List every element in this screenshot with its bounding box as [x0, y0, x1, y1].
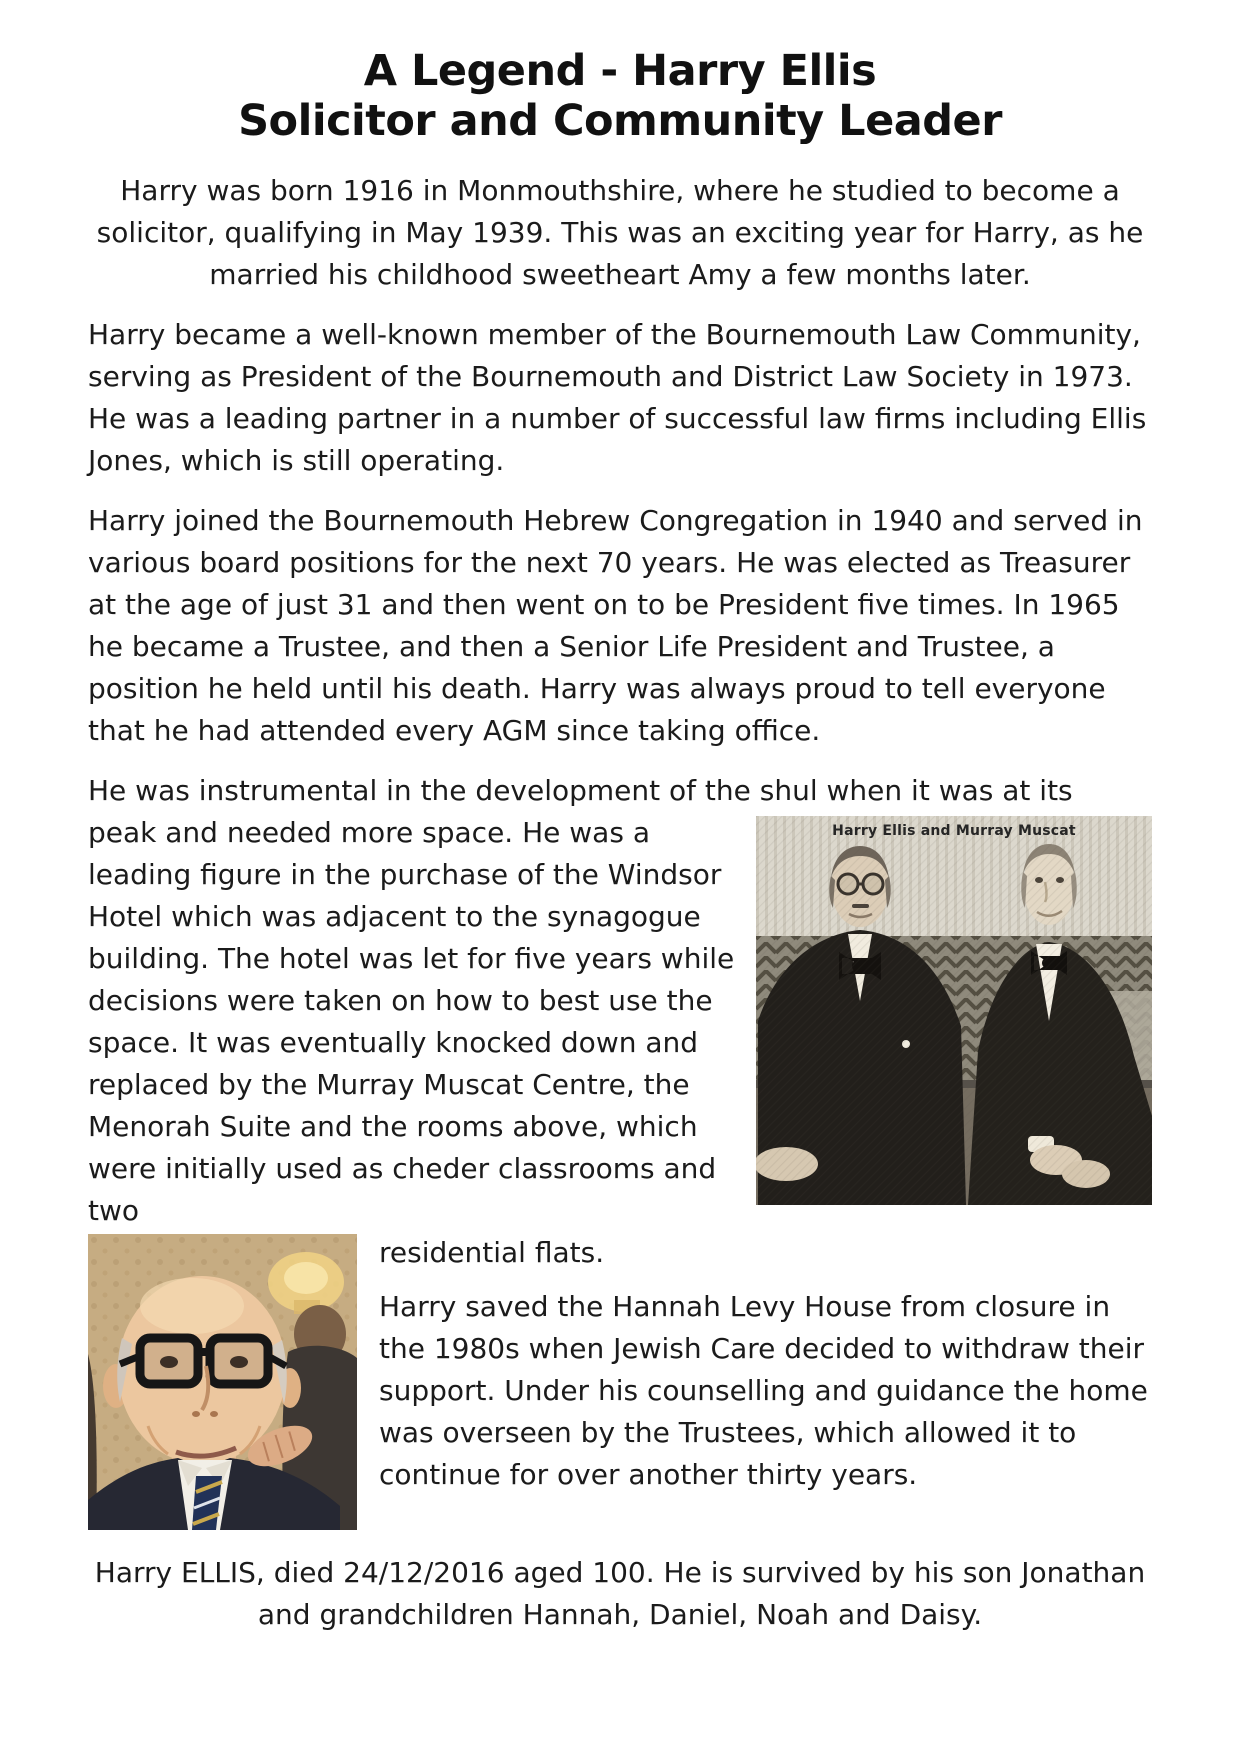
title-line-2: Solicitor and Community Leader	[238, 96, 1002, 146]
page-title	[88, 46, 1152, 146]
paragraph-shul-body: peak and needed more space. He was a leading figure in the purchase of the Windsor Hotel which was adjacent to the synagogue building. The hotel was let for five years while decisions were taken on how to best use the space. It was eventually knocked down and replaced by the Murray Muscat Centre, the Menorah Suite and the rooms above, which were initially used as cheder classrooms and two	[88, 816, 735, 1227]
paragraph-birth: Harry was born 1916 in Monmouthshire, where he studied to become a solicitor, qualifying in May 1939. This was an exciting year for Harry, as he married his childhood sweetheart Amy a few months later.	[96, 174, 1144, 291]
portrait-photo-illustration	[88, 1234, 357, 1530]
paragraph-closing: Harry ELLIS, died 24/12/2016 aged 100. He is survived by his son Jonathan and grandchildren Hannah, Daniel, Noah and Daisy.	[94, 1556, 1146, 1631]
paragraph-shul-end: residential flats.	[379, 1236, 605, 1269]
group-photo-illustration	[756, 816, 1152, 1205]
paragraph-congregation: Harry joined the Bournemouth Hebrew Congregation in 1940 and served in various board positions for the next 70 years. He was elected as Treasurer at the age of just 31 and then went on to be President five times. In 1965 he became a Trustee, and then a Senior Life President and Trustee, a position he held until his death. Harry was always proud to tell everyone that he had attended every AGM since taking office.	[88, 504, 1143, 747]
paragraph-shul-intro: He was instrumental in the development of the shul when it was at its	[88, 774, 1073, 807]
paragraph-hannah-levy: Harry saved the Hannah Levy House from closure in the 1980s when Jewish Care decided to withdraw their support. Under his counselling and guidance the home was overseen by the Trustees, which allowed it to continue for over another thirty years.	[379, 1290, 1148, 1491]
portrait-photo	[88, 1234, 357, 1530]
paragraph-law-community: Harry became a well-known member of the Bournemouth Law Community, serving as President of the Bournemouth and District Law Society in 1973. He was a leading partner in a number of successful law firms including Ellis Jones, which is still operating.	[88, 318, 1147, 477]
group-photo	[756, 816, 1152, 1205]
group-photo-caption: Harry Ellis and Murray Muscat	[832, 823, 1076, 839]
title-line-1: A Legend - Harry Ellis	[363, 46, 877, 96]
